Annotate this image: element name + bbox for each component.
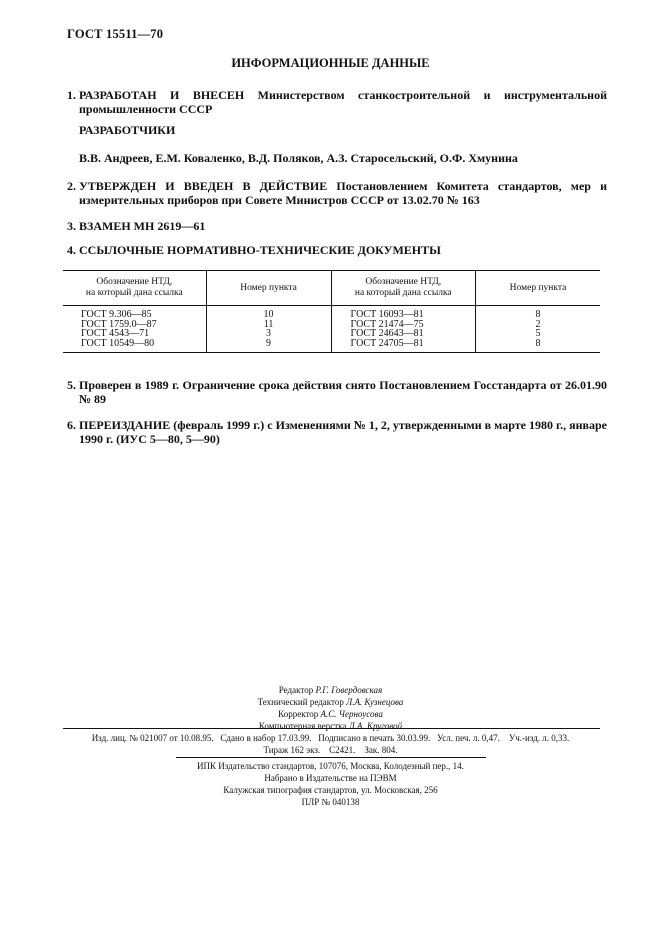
item-number: 6. — [67, 418, 76, 432]
doc-cell: ГОСТ 16093—81 — [331, 306, 475, 320]
publisher-line: ИПК Издательство стандартов, 107076, Москва, Колодезный пер., 14. — [197, 761, 464, 771]
info-item-3 — [67, 219, 607, 233]
item-number: 3. — [67, 219, 76, 233]
page-title: ИНФОРМАЦИОННЫЕ ДАННЫЕ — [231, 56, 430, 70]
license-line: Изд. лиц. № 021007 от 10.08.95. Сдано в набор 17.03.99. Подписано в печать 30.03.99. Усл. печ. л. 0,47. Уч.-изд. л. 0,33. — [91, 733, 570, 743]
item-text: Проверен в 1989 г. Ограничение срока действия снято Постановлением Госстандарта от 26.01.90 № 89 — [79, 378, 607, 406]
layout-label: Компьютерная верстка — [258, 721, 347, 731]
print-run-line: Тираж 162 экз. С2421. Зак. 804. — [263, 745, 398, 755]
doc-cell: ГОСТ 24705—81 — [331, 339, 475, 353]
info-item-2 — [67, 179, 607, 207]
clause-cell: 5 — [535, 328, 541, 339]
designation-header — [331, 271, 475, 306]
header-text: на который дана ссылка — [85, 288, 183, 298]
publisher-line: Набрано в Издательстве на ПЭВМ — [264, 773, 397, 783]
item-text: РАЗРАБОТАН И ВНЕСЕН Министерством станкостроительной и инструментальной промышленности СССР — [79, 88, 607, 116]
header-text: Обозначение НТД, — [365, 277, 442, 287]
item-text: УТВЕРЖДЕН И ВВЕДЕН В ДЕЙСТВИЕ Постановлением Комитета стандартов, мер и измерительных приборов при Совете Министров СССР от 13.02.70 № 163 — [79, 179, 607, 207]
layout-name: Л.А. Круговой — [348, 721, 403, 731]
item-number: 1. — [67, 88, 76, 102]
info-item-1 — [67, 88, 607, 116]
tech-editor-label: Технический редактор — [257, 697, 344, 707]
doc-cell: ГОСТ 21474—75 — [331, 320, 475, 330]
doc-cell: ГОСТ 10549—80 — [63, 339, 206, 353]
tech-editor-line — [0, 696, 661, 708]
doc-cell: ГОСТ 24643—81 — [331, 329, 475, 339]
item-number: 4. — [67, 243, 76, 257]
corrector-label: Корректор — [278, 709, 319, 719]
clause-cell: 11 — [206, 320, 331, 330]
publisher-line: Калужская типография стандартов, ул. Московская, 256 — [223, 785, 438, 795]
editor-line — [0, 684, 661, 696]
header-text: на который дана ссылка — [354, 288, 452, 298]
item-text: ВЗАМЕН МН 2619—61 — [79, 219, 206, 233]
header-text: Обозначение НТД, — [96, 277, 173, 287]
clause-cell: 10 — [206, 306, 331, 320]
clause-cell: 8 — [535, 309, 541, 320]
table-row — [63, 306, 600, 320]
item-text: ПЕРЕИЗДАНИЕ (февраль 1999 г.) с Изменениями № 1, 2, утвержденными в марте 1980 г., январе 1990 г. (ИУС 5—80, 5—90) — [79, 418, 607, 446]
item-number: 2. — [67, 179, 76, 193]
item-number: 5. — [67, 378, 76, 392]
divider — [63, 728, 600, 729]
info-item-6 — [67, 418, 607, 446]
info-item-4 — [67, 243, 607, 257]
divider — [176, 757, 486, 758]
designation-header — [63, 271, 206, 306]
table-row — [63, 339, 600, 353]
doc-cell: ГОСТ 1759.0—87 — [63, 320, 206, 330]
editor-label: Редактор — [278, 685, 314, 695]
item-text: ССЫЛОЧНЫЕ НОРМАТИВНО-ТЕХНИЧЕСКИЕ ДОКУМЕНТЫ — [79, 243, 441, 257]
layout-line — [0, 720, 661, 732]
developers-names: В.В. Андреев, Е.М. Коваленко, В.Д. Поляков, А.З. Старосельский, О.Ф. Хмунина — [79, 151, 518, 165]
doc-cell: ГОСТ 4543—71 — [63, 329, 206, 339]
editor-name: Р.Г. Говердовская — [315, 685, 383, 695]
doc-cell: ГОСТ 9.306—85 — [63, 306, 206, 320]
clause-cell: 3 — [206, 329, 331, 339]
publisher-line: ПЛР № 040138 — [301, 797, 360, 807]
clause-cell: 2 — [535, 318, 541, 330]
corrector-name: А.С. Черноусова — [320, 709, 383, 719]
clause-header: Номер пункта — [476, 271, 600, 306]
developers-heading: РАЗРАБОТЧИКИ — [79, 123, 176, 137]
clause-cell: 8 — [476, 339, 600, 353]
clause-cell: 9 — [206, 339, 331, 353]
document-code: ГОСТ 15511—70 — [67, 27, 164, 41]
corrector-line — [0, 708, 661, 720]
table-header-row — [63, 271, 600, 306]
info-item-5 — [67, 378, 607, 406]
tech-editor-name: Л.А. Кузнецова — [346, 697, 404, 707]
clause-header: Номер пункта — [206, 271, 331, 306]
reference-table — [63, 270, 600, 353]
